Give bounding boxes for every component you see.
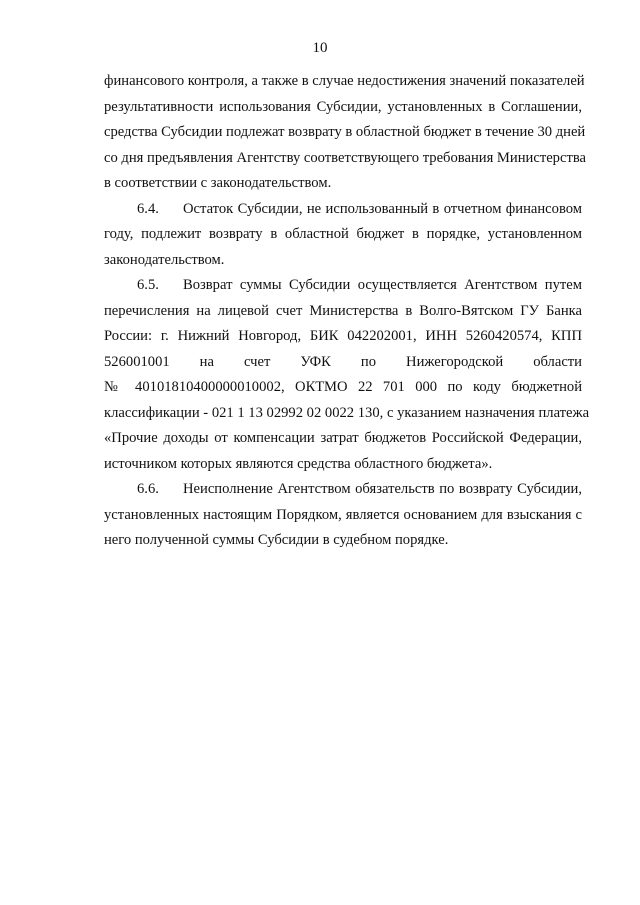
text-line: в соответствии с законодательством. [104, 175, 332, 191]
text-line: «Прочие доходы от компенсации затрат бюджетов Российской Федерации, [104, 430, 582, 446]
paragraph-number: 6.5. [137, 277, 159, 293]
paragraph-first-line [104, 477, 582, 503]
text-line: со дня предъявления Агентству соответствующего требования Министерства [104, 149, 586, 166]
paragraph-first-line [104, 197, 582, 223]
text-line: году, подлежит возврату в областной бюджет в порядке, установленном [104, 226, 582, 242]
paragraph-number: 6.6. [137, 481, 159, 497]
page-number: 10 [312, 40, 328, 56]
text-line: России: г. Нижний Новгород, БИК 042202001, ИНН 5260420574, КПП [104, 328, 582, 344]
paragraph-6-6 [104, 477, 582, 554]
text-line: установленных настоящим Порядком, является основанием для взыскания с [104, 506, 582, 523]
text-line: Неисполнение Агентством обязательств по возврату Субсидии, [183, 481, 582, 497]
text-line: финансового контроля, а также в случае недостижения значений показателей [104, 73, 585, 89]
text-line: него полученной суммы Субсидии в судебном порядке. [104, 532, 449, 548]
text-line: перечисления на лицевой счет Министерства в Волго-Вятском ГУ Банка [104, 302, 582, 319]
text-line: классификации - 021 1 13 02992 02 0022 130, с указанием назначения платежа [104, 404, 590, 421]
paragraph-6-5 [104, 273, 590, 477]
paragraph-number: 6.4. [137, 200, 159, 217]
paragraph-6-4 [104, 197, 582, 274]
text-line: № 40101810400000010002, ОКТМО 22 701 000 по коду бюджетной [104, 379, 582, 395]
text-line: законодательством. [104, 251, 225, 268]
text-line: Остаток Субсидии, не использованный в отчетном финансовом [183, 200, 582, 217]
text-line: средства Субсидии подлежат возврату в областной бюджет в течение 30 дней [104, 124, 586, 140]
text-line: Возврат суммы Субсидии осуществляется Агентством путем [183, 277, 582, 293]
text-line: источником которых являются средства областного бюджета». [104, 455, 493, 472]
paragraph-first-line [104, 273, 582, 299]
text-line: результативности использования Субсидии, установленных в Соглашении, [104, 98, 582, 115]
text-line: 526001001 на счет УФК по Нижегородской области [104, 353, 582, 370]
continuation-paragraph [104, 69, 586, 197]
document-body [104, 69, 590, 554]
